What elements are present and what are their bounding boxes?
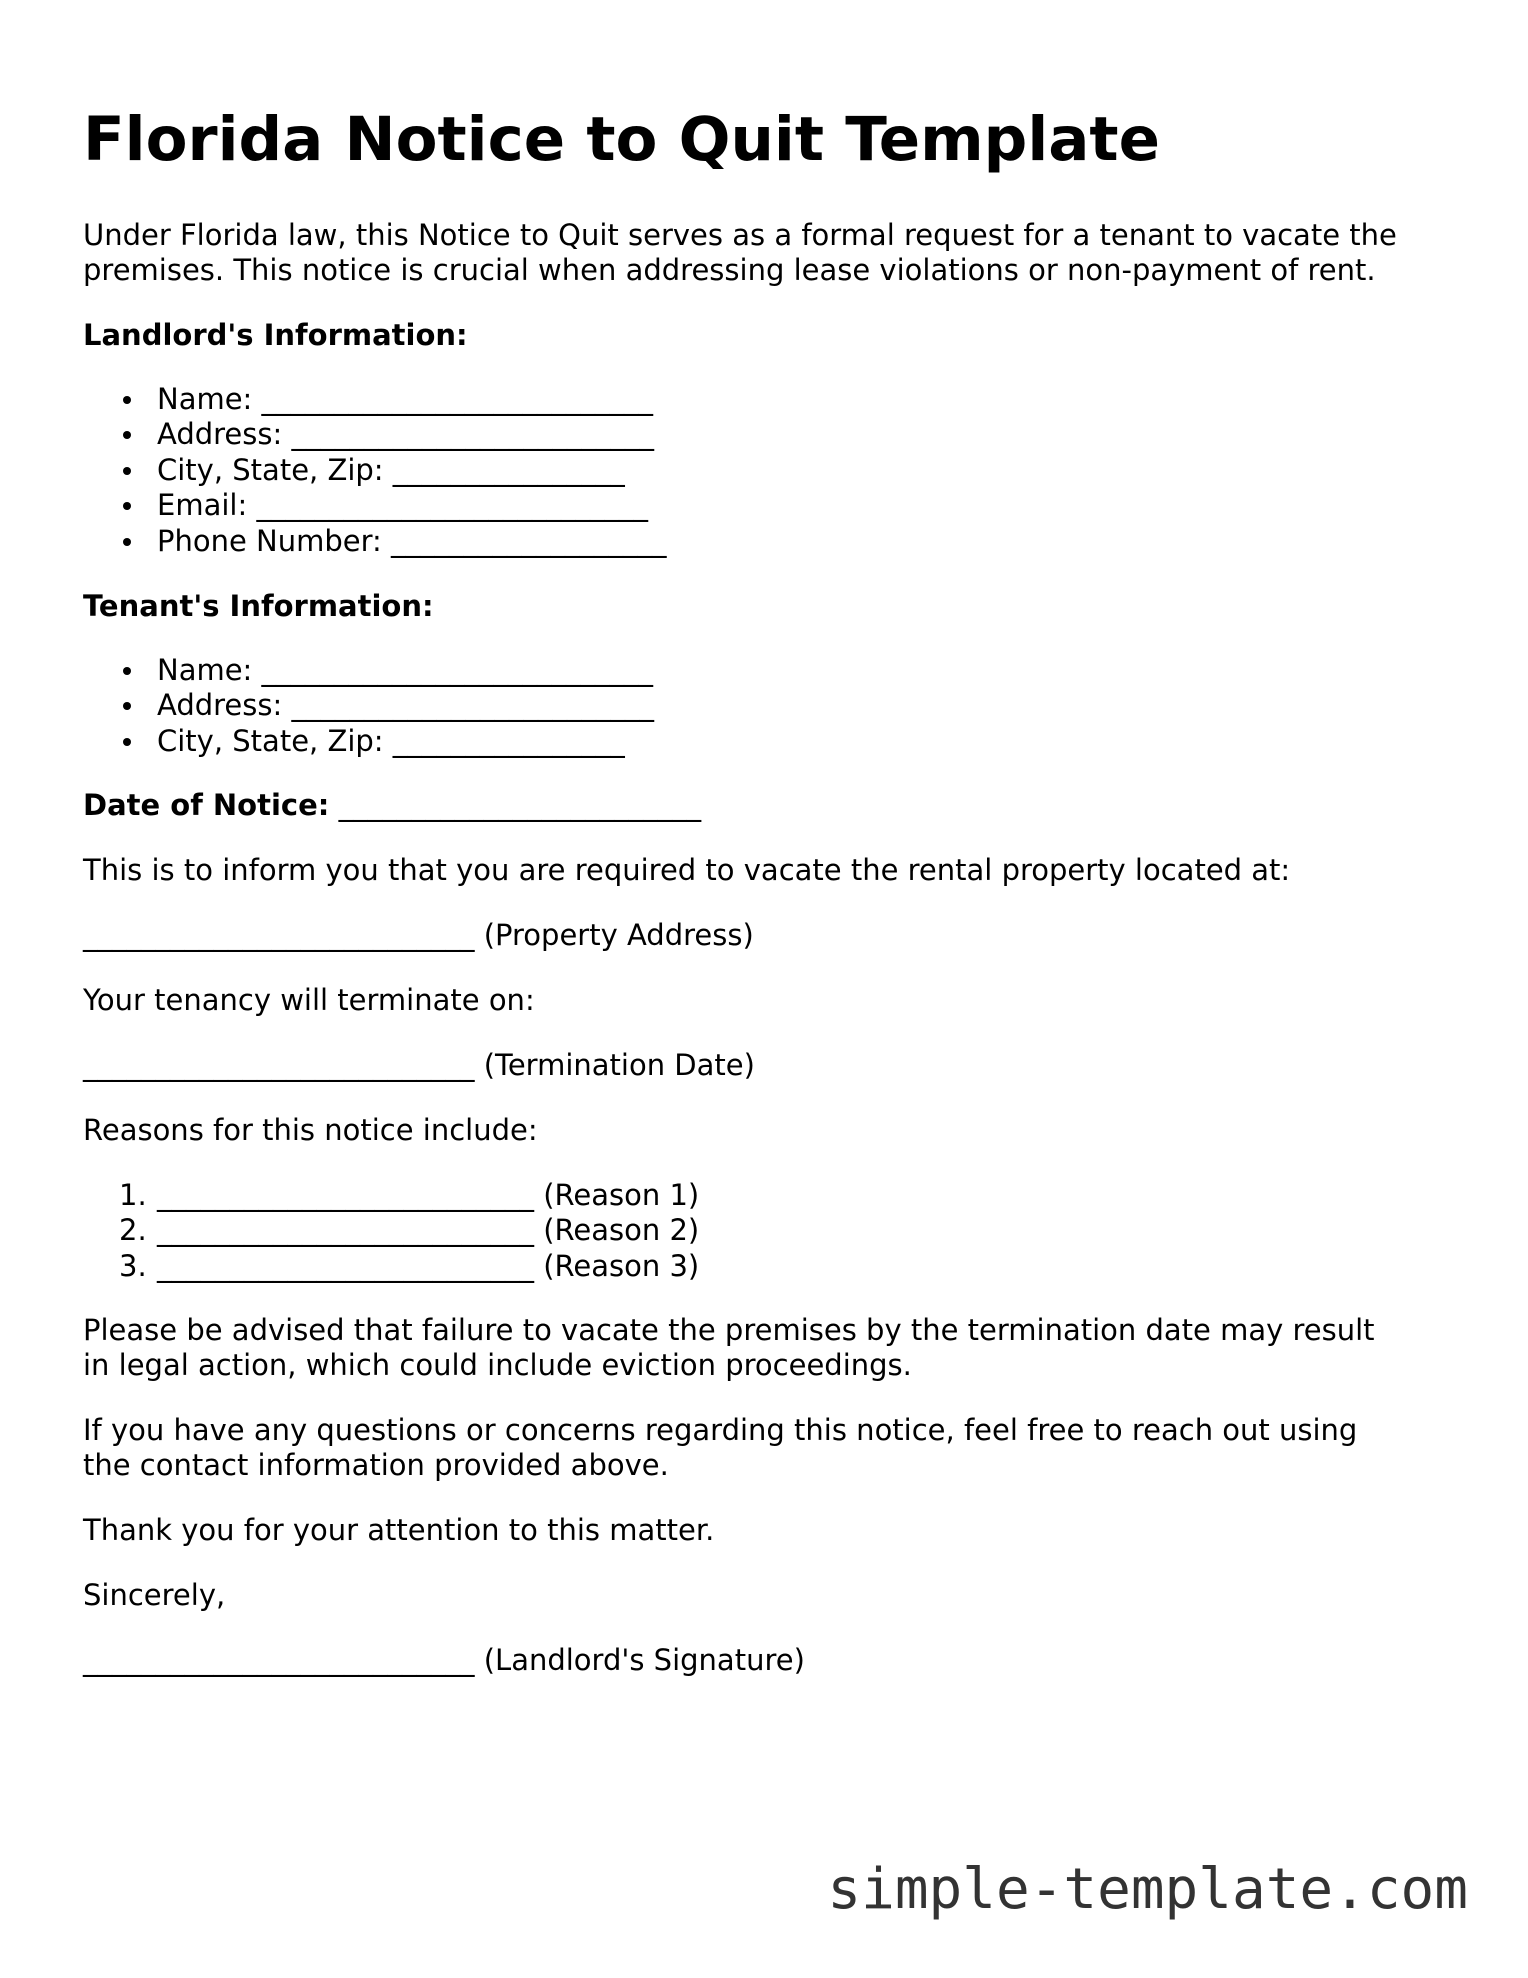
list-item — [83, 453, 667, 488]
tenant-heading: Tenant's Information: — [83, 589, 434, 623]
questions-line-2: the contact information provided above. — [83, 1448, 669, 1482]
bullet-icon — [123, 431, 131, 439]
tenant-city-field: City, State, Zip: ________________ — [157, 723, 625, 758]
landlord-address-field: Address: _________________________ — [157, 417, 654, 452]
document-title: Florida Notice to Quit Template — [83, 104, 1160, 175]
questions-line-1: If you have any questions or concerns regarding this notice, feel free to reach out using — [83, 1413, 1358, 1447]
bullet-icon — [123, 467, 131, 475]
reasons-list — [83, 1178, 699, 1284]
date-of-notice-blank: _________________________ — [338, 788, 702, 822]
bullet-icon — [123, 396, 131, 404]
list-item — [83, 417, 667, 452]
inform-text: This is to inform you that you are required to vacate the rental property located at: — [83, 853, 1291, 887]
sincerely-text: Sincerely, — [83, 1578, 226, 1612]
landlord-name-field: Name: ___________________________ — [157, 382, 654, 416]
date-of-notice-line — [83, 788, 701, 823]
tenant-info-list — [83, 653, 654, 759]
list-item — [83, 724, 654, 759]
reason-3-field: __________________________ (Reason 3) — [157, 1248, 700, 1283]
list-item — [83, 1213, 699, 1248]
reasons-heading: Reasons for this notice include: — [83, 1113, 538, 1147]
reason-1-field: __________________________ (Reason 1) — [157, 1178, 700, 1212]
list-item — [83, 524, 667, 559]
tenant-name-field: Name: ___________________________ — [157, 653, 654, 687]
bullet-icon — [123, 538, 131, 546]
reason-number: 2. — [119, 1213, 147, 1248]
landlord-heading: Landlord's Information: — [83, 318, 468, 352]
watermark: simple-template.com — [827, 1857, 1468, 1922]
signature-line: ___________________________ (Landlord's Signature) — [83, 1643, 805, 1677]
landlord-phone-field: Phone Number: ___________________ — [157, 523, 667, 558]
termination-date-line: ___________________________ (Termination Date) — [83, 1048, 755, 1082]
intro-line-2: premises. This notice is crucial when addressing lease violations or non-payment of rent. — [83, 253, 1376, 287]
landlord-city-field: City, State, Zip: ________________ — [157, 452, 625, 487]
tenant-address-field: Address: _________________________ — [157, 688, 654, 723]
date-of-notice-label: Date of Notice: — [83, 788, 330, 822]
landlord-info-list — [83, 382, 667, 559]
reason-number: 1. — [119, 1178, 147, 1212]
advised-line-2: in legal action, which could include eviction proceedings. — [83, 1348, 912, 1382]
reason-number: 3. — [119, 1248, 147, 1283]
advised-line-1: Please be advised that failure to vacate the premises by the termination date may result — [83, 1313, 1375, 1347]
tenancy-text: Your tenancy will terminate on: — [83, 983, 535, 1017]
list-item — [83, 653, 654, 688]
list-item — [83, 1178, 699, 1213]
bullet-icon — [123, 738, 131, 746]
list-item — [83, 688, 654, 723]
bullet-icon — [123, 702, 131, 710]
property-address-line: ___________________________ (Property Address) — [83, 918, 754, 952]
bullet-icon — [123, 502, 131, 510]
list-item — [83, 1249, 699, 1284]
intro-line-1: Under Florida law, this Notice to Quit serves as a formal request for a tenant to vacate the — [83, 218, 1397, 252]
bullet-icon — [123, 667, 131, 675]
thanks-text: Thank you for your attention to this matter. — [83, 1513, 715, 1547]
reason-2-field: __________________________ (Reason 2) — [157, 1213, 700, 1248]
list-item — [83, 488, 667, 523]
list-item — [83, 382, 667, 417]
landlord-email-field: Email: ___________________________ — [157, 488, 648, 523]
